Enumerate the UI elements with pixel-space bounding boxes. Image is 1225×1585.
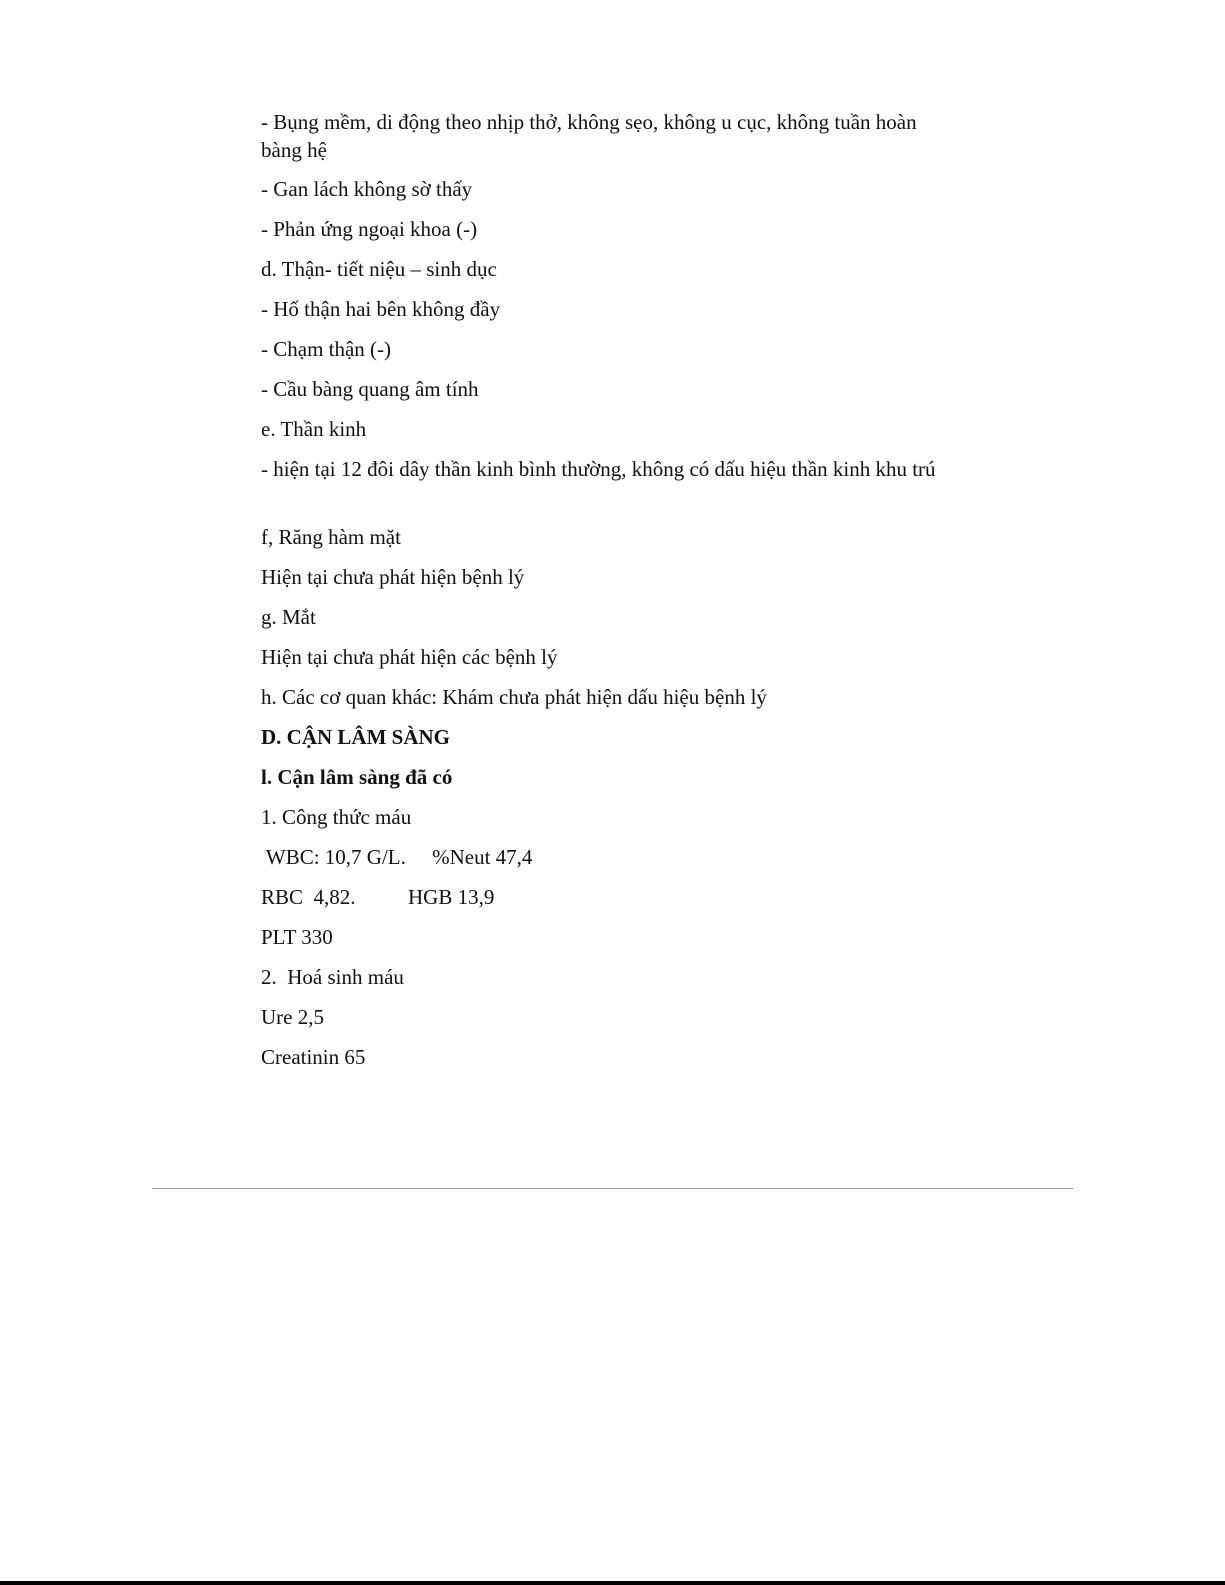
surgical-reaction-text: - Phản ứng ngoại khoa (-) [261,217,478,241]
section-g-heading: g. Mắt [261,605,316,629]
eye-finding-text: Hiện tại chưa phát hiện các bệnh lý [261,645,558,669]
urea-text: Ure 2,5 [261,1005,324,1029]
section-e-heading: e. Thần kinh [261,417,367,441]
kidney-touch-text: - Chạm thận (-) [261,337,392,361]
section-d-heading: d. Thận- tiết niệu – sinh dục [261,257,497,281]
abdomen-soft-text: - Bụng mềm, di động theo nhịp thở, không sẹo, không u cục, không tuần hoàn bàng hệ [261,110,917,162]
creatinine-text: Creatinin 65 [261,1045,366,1069]
bladder-text: - Cầu bàng quang âm tính [261,377,479,401]
rbc-hgb-text: RBC 4,82. HGB 13,9 [261,885,495,909]
page-bottom-edge [0,1581,1225,1585]
liver-spleen-text: - Gan lách không sờ thấy [261,177,473,201]
page-divider [152,1188,1073,1189]
blood-count-heading: 1. Công thức máu [261,805,412,829]
subsection-heading: l. Cận lâm sàng đã có [261,765,453,789]
biochemistry-heading: 2. Hoá sinh máu [261,965,404,989]
plt-text: PLT 330 [261,925,333,949]
cranial-nerves-text: - hiện tại 12 đôi dây thần kinh bình thường, không có dấu hiệu thần kinh khu trú [261,457,936,481]
section-f-heading: f, Răng hàm mặt [261,525,401,549]
kidney-fossa-text: - Hố thận hai bên không đầy [261,297,501,321]
section-D-heading: D. CẬN LÂM SÀNG [261,725,450,749]
dental-finding-text: Hiện tại chưa phát hiện bệnh lý [261,565,525,589]
wbc-neut-text: WBC: 10,7 G/L. %Neut 47,4 [261,845,533,869]
section-h-text: h. Các cơ quan khác: Khám chưa phát hiện dấu hiệu bệnh lý [261,685,767,709]
